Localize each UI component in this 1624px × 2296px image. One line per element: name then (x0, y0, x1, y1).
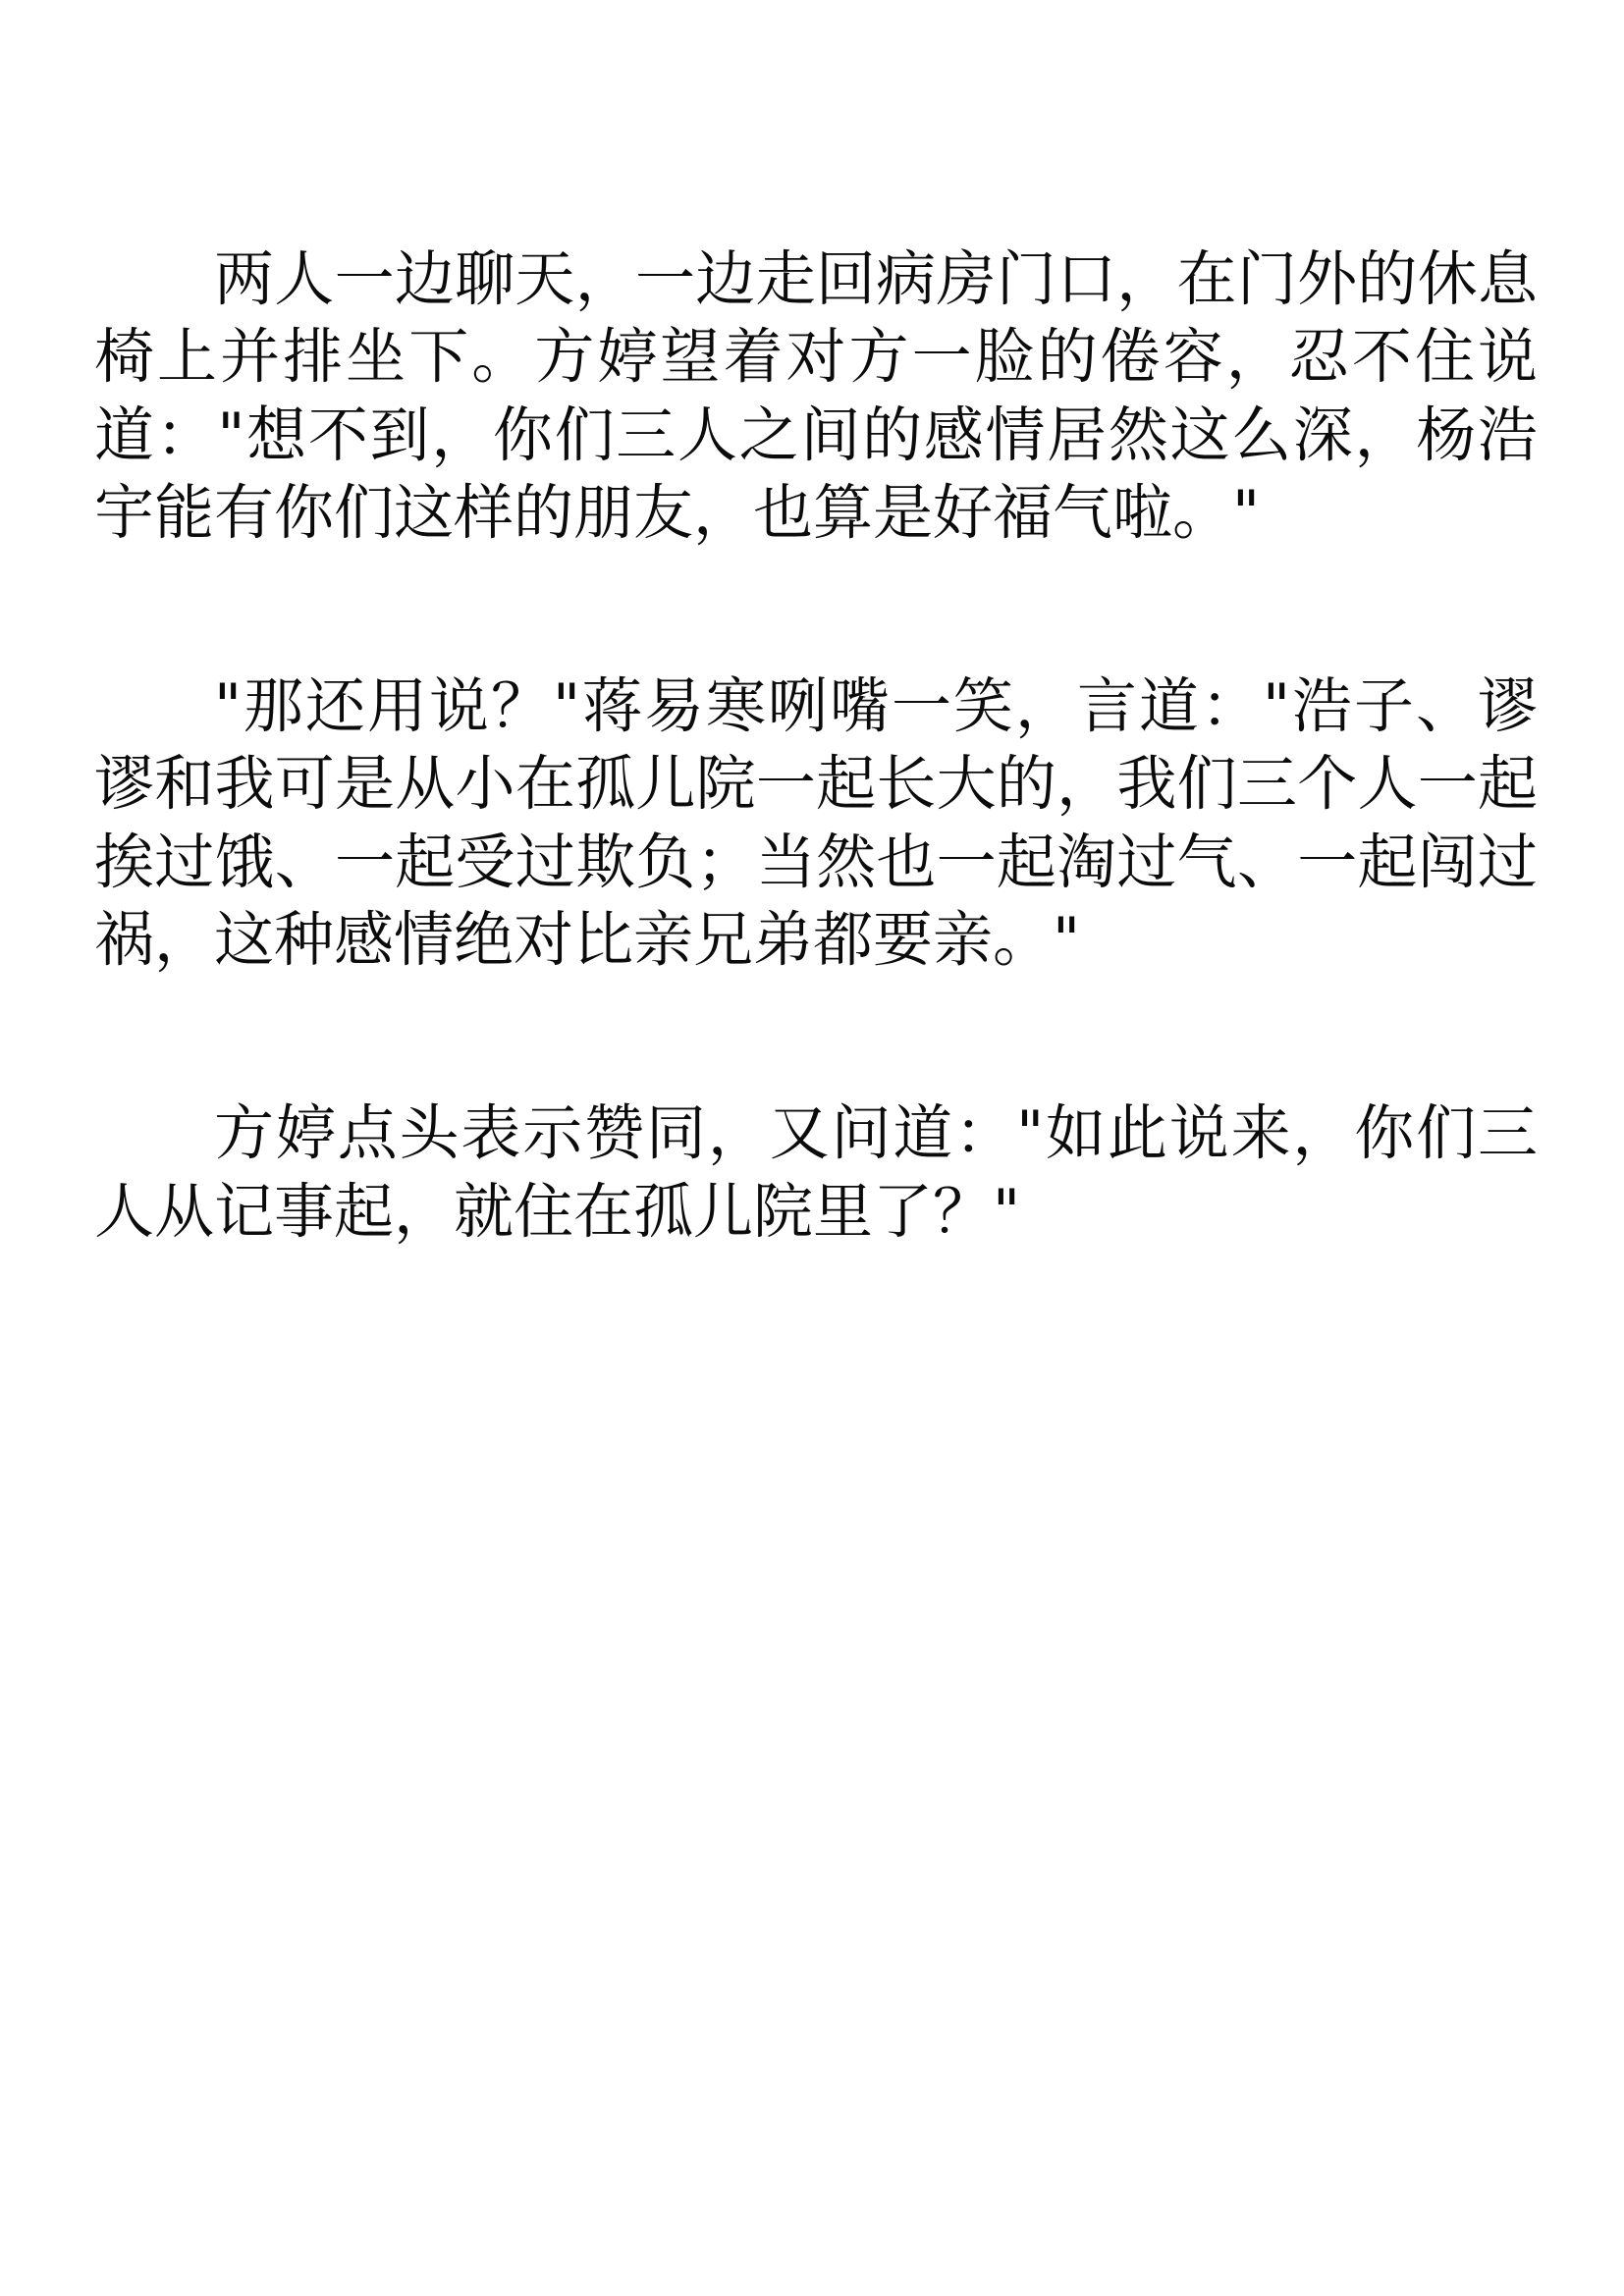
document-body (94, 240, 1538, 1251)
paragraph: 方婷点头表示赞同，又问道："如此说来，你们三人从记事起，就住在孤儿院里了？" (94, 1098, 1538, 1247)
paragraph: 两人一边聊天，一边走回病房门口，在门外的休息椅上并排坐下。方婷望着对方一脸的倦容，忍不住说道："想不到，你们三人之间的感情居然这么深，杨浩宇能有你们这样的朋友，也算是好福气啦。" (94, 244, 1538, 548)
paragraph: "那还用说？"蒋易寒咧嘴一笑，言道："浩子、谬谬和我可是从小在孤儿院一起长大的，我们三个人一起挨过饿、一起受过欺负；当然也一起淘过气、一起闯过祸，这种感情绝对比亲兄弟都要亲。" (94, 671, 1538, 976)
